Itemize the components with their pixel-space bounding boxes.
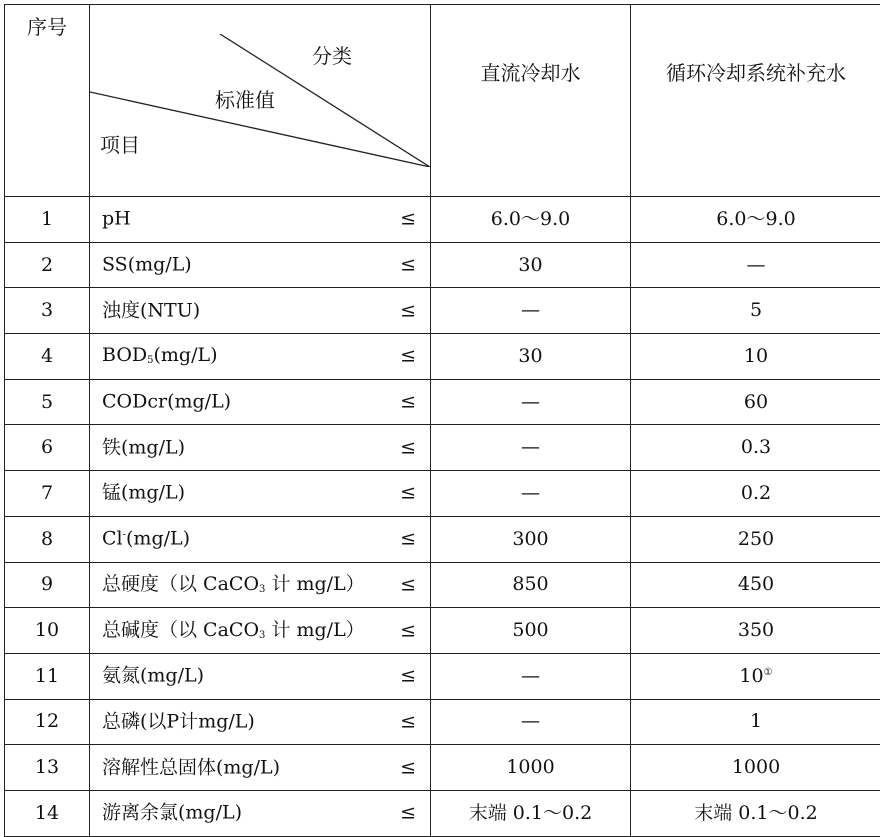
table-row <box>5 242 880 288</box>
row-item-cell <box>90 790 431 836</box>
row-makeup-value <box>631 379 880 425</box>
row-direct-cooling-value: — <box>431 379 631 425</box>
header-standard-label: 标准值 <box>215 90 275 110</box>
water-quality-table <box>4 4 880 837</box>
row-makeup-value-text: 10 <box>744 345 768 367</box>
row-direct-cooling-value: 500 <box>431 608 631 654</box>
row-makeup-value-text: 350 <box>738 619 774 641</box>
less-equal-symbol: ≤ <box>400 758 416 777</box>
row-item-name-part: BOD <box>102 344 147 366</box>
row-item-name-part: 总硬度（以 CaCO <box>102 573 259 595</box>
row-item-name-part: 总碱度（以 CaCO <box>102 619 259 641</box>
row-item-subscript: 3 <box>259 584 265 595</box>
row-makeup-value-text: — <box>747 254 766 276</box>
row-item-cell <box>90 288 431 334</box>
table-row <box>5 197 880 243</box>
row-direct-cooling-value: 6.0～9.0 <box>431 197 631 243</box>
row-serial-no: 7 <box>5 471 90 517</box>
row-item-name-part: 计 mg/L） <box>265 573 364 595</box>
row-item-cell <box>90 562 431 608</box>
table-row <box>5 653 880 699</box>
table-row <box>5 790 880 836</box>
row-direct-cooling-value: 末端 0.1～0.2 <box>431 790 631 836</box>
row-makeup-value <box>631 653 880 699</box>
row-makeup-value <box>631 745 880 791</box>
row-makeup-value-text: 0.3 <box>741 436 771 458</box>
row-direct-cooling-value: 300 <box>431 516 631 562</box>
row-item-name-part: Cl <box>102 528 123 550</box>
row-serial-no: 8 <box>5 516 90 562</box>
table-row <box>5 425 880 471</box>
row-item-name: 锰(mg/L) <box>102 484 185 503</box>
row-serial-no: 9 <box>5 562 90 608</box>
row-direct-cooling-value: 1000 <box>431 745 631 791</box>
less-equal-symbol: ≤ <box>400 347 416 366</box>
table-row <box>5 562 880 608</box>
less-equal-symbol: ≤ <box>400 621 416 640</box>
row-makeup-value-text: 1 <box>750 710 762 732</box>
row-item-name: 游离余氯(mg/L) <box>102 804 242 823</box>
row-item-cell <box>90 608 431 654</box>
row-item-name: 铁(mg/L) <box>102 438 185 457</box>
row-makeup-value-text: 0.2 <box>741 482 771 504</box>
row-item-name-part: 计 mg/L） <box>265 619 364 641</box>
row-item-name: pH <box>102 210 131 229</box>
row-makeup-value <box>631 471 880 517</box>
row-makeup-value <box>631 334 880 380</box>
row-makeup-value <box>631 608 880 654</box>
row-serial-no: 10 <box>5 608 90 654</box>
row-item-subscript: 5 <box>147 355 153 366</box>
header-direct-cooling: 直流冷却水 <box>431 5 631 197</box>
row-makeup-value-text: 450 <box>738 573 774 595</box>
row-direct-cooling-value: — <box>431 425 631 471</box>
row-direct-cooling-value: — <box>431 653 631 699</box>
table-row <box>5 288 880 334</box>
row-item-name-part: (mg/L) <box>154 344 218 366</box>
row-makeup-value <box>631 699 880 745</box>
row-makeup-value <box>631 197 880 243</box>
less-equal-symbol: ≤ <box>400 210 416 229</box>
row-serial-no: 3 <box>5 288 90 334</box>
less-equal-symbol: ≤ <box>400 804 416 823</box>
row-item-name: CODcr(mg/L) <box>102 393 231 412</box>
table-row <box>5 334 880 380</box>
row-item-cell <box>90 379 431 425</box>
row-serial-no: 2 <box>5 242 90 288</box>
table-body <box>5 197 880 837</box>
row-footnote-marker: ① <box>764 667 773 678</box>
row-item-cell <box>90 471 431 517</box>
row-item-name: 氨氮(mg/L) <box>102 667 204 686</box>
row-makeup-value <box>631 242 880 288</box>
row-direct-cooling-value: 850 <box>431 562 631 608</box>
row-item-cell <box>90 653 431 699</box>
row-item-superscript: - <box>123 530 126 541</box>
row-item-cell <box>90 334 431 380</box>
row-direct-cooling-value: — <box>431 699 631 745</box>
row-direct-cooling-value: 30 <box>431 334 631 380</box>
less-equal-symbol: ≤ <box>400 575 416 594</box>
header-recirculating-makeup: 循环冷却系统补充水 <box>631 5 880 197</box>
less-equal-symbol: ≤ <box>400 530 416 549</box>
row-direct-cooling-value: — <box>431 471 631 517</box>
less-equal-symbol: ≤ <box>400 484 416 503</box>
header-category-label: 分类 <box>312 46 352 66</box>
less-equal-symbol: ≤ <box>400 438 416 457</box>
row-item-name: SS(mg/L) <box>102 256 192 275</box>
row-makeup-value <box>631 288 880 334</box>
header-item-label: 项目 <box>100 135 140 155</box>
row-serial-no: 6 <box>5 425 90 471</box>
table-row <box>5 379 880 425</box>
row-item-name-part: (mg/L) <box>126 528 190 550</box>
row-makeup-value <box>631 790 880 836</box>
row-serial-no: 5 <box>5 379 90 425</box>
table-row <box>5 745 880 791</box>
row-serial-no: 1 <box>5 197 90 243</box>
table-row <box>5 699 880 745</box>
row-item-name <box>102 530 190 549</box>
row-serial-no: 4 <box>5 334 90 380</box>
less-equal-symbol: ≤ <box>400 393 416 412</box>
row-makeup-value-text: 10 <box>739 665 763 687</box>
row-makeup-value-text: 250 <box>738 528 774 550</box>
less-equal-symbol: ≤ <box>400 301 416 320</box>
row-item-subscript: 3 <box>259 630 265 641</box>
row-makeup-value-text: 1000 <box>732 756 780 778</box>
row-makeup-value <box>631 562 880 608</box>
row-makeup-value-text: 60 <box>744 391 768 413</box>
table-header-row <box>5 5 880 197</box>
row-makeup-value <box>631 516 880 562</box>
row-serial-no: 13 <box>5 745 90 791</box>
row-item-name: 浊度(NTU) <box>102 301 200 320</box>
row-item-name <box>102 621 365 641</box>
row-item-name: 溶解性总固体(mg/L) <box>102 758 280 777</box>
row-serial-no: 12 <box>5 699 90 745</box>
row-item-cell <box>90 699 431 745</box>
table-row <box>5 516 880 562</box>
row-item-cell <box>90 242 431 288</box>
row-direct-cooling-value: 30 <box>431 242 631 288</box>
row-item-cell <box>90 745 431 791</box>
row-item-name: 总磷(以P计mg/L) <box>102 712 255 731</box>
row-makeup-value-text: 末端 0.1～0.2 <box>694 802 817 824</box>
row-item-name <box>102 346 218 366</box>
header-serial-no: 序号 <box>5 5 90 197</box>
row-serial-no: 14 <box>5 790 90 836</box>
less-equal-symbol: ≤ <box>400 667 416 686</box>
less-equal-symbol: ≤ <box>400 712 416 731</box>
table-row <box>5 608 880 654</box>
row-serial-no: 11 <box>5 653 90 699</box>
row-makeup-value <box>631 425 880 471</box>
row-makeup-value-text: 6.0～9.0 <box>716 208 795 230</box>
row-item-name <box>102 575 365 595</box>
header-diagonal-cell <box>90 5 431 197</box>
less-equal-symbol: ≤ <box>400 256 416 275</box>
row-makeup-value-text: 5 <box>750 299 762 321</box>
row-item-cell <box>90 197 431 243</box>
row-direct-cooling-value: — <box>431 288 631 334</box>
row-item-cell <box>90 425 431 471</box>
table-row <box>5 471 880 517</box>
row-item-cell <box>90 516 431 562</box>
